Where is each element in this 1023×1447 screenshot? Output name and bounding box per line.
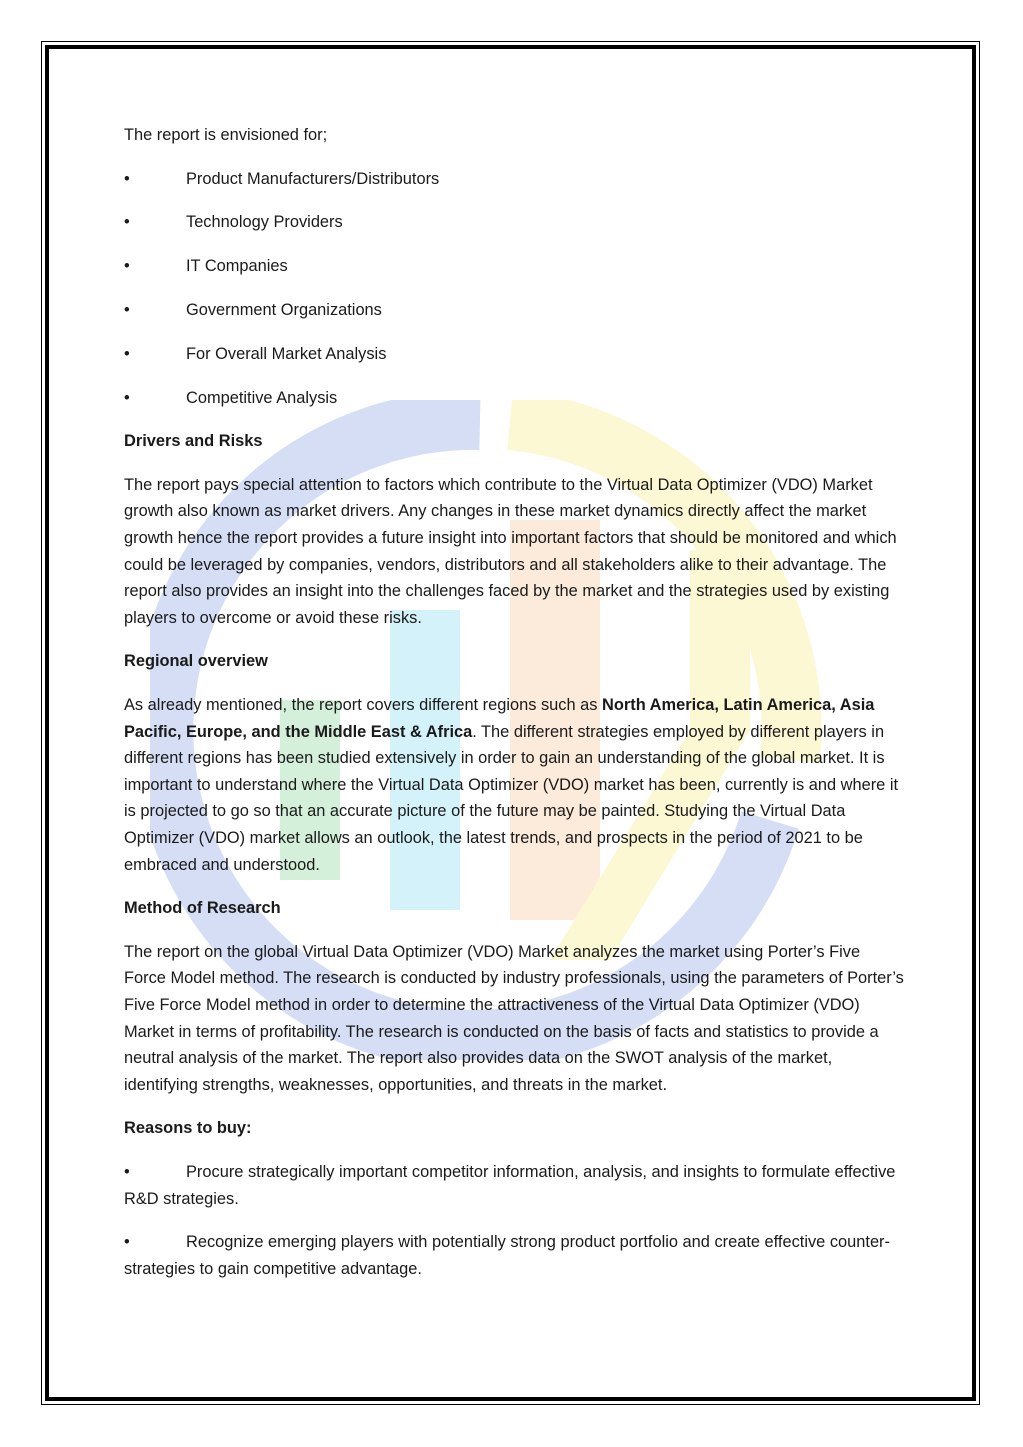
bullet: • xyxy=(124,1233,130,1252)
method-paragraph: The report on the global Virtual Data Optimizer (VDO) Market analyzes the market using Porter’s Five Force Model method. The research is conducted by industry professionals, using the parameters of Porter’s Five Force Model method in order to determine the attractiveness of the Virtual Data Optimizer (VDO) Market in terms of profitability. The research is conducted on the basis of facts and statistics to provide a neutral analysis of the market. The report also provides data on the SWOT analysis of the market, identifying strengths, weaknesses, opportunities, and threats in the market. xyxy=(124,942,904,1094)
regional-paragraph: As already mentioned, the report covers different regions such as North America, Latin America, Asia Pacific, Europe, and the Middle East & Africa. The different strategies employed by different players in different regions has been studied extensively in order to gain an understanding of the global market. It is important to understand where the Virtual Data Optimizer (VDO) market has been, currently is and where it is projected to go so that an accurate picture of the future may be painted. Studying the Virtual Data Optimizer (VDO) market allows an outlook, the latest trends, and prospects in the period of 2021 to be embraced and understood. xyxy=(124,696,899,874)
drivers-heading: Drivers and Risks xyxy=(124,432,263,451)
list-item: • Competitive Analysis xyxy=(124,385,904,412)
bullet: • xyxy=(124,344,130,363)
bullet: • xyxy=(124,257,130,276)
bullet: • xyxy=(124,213,130,232)
bullet: • xyxy=(124,1162,130,1181)
reasons-heading: Reasons to buy: xyxy=(124,1119,252,1138)
method-heading: Method of Research xyxy=(124,899,281,918)
audience-list xyxy=(124,166,904,412)
list-item: • Government Organizations xyxy=(124,297,904,324)
intro-text: The report is envisioned for; xyxy=(124,126,328,144)
list-item: • Technology Providers xyxy=(124,209,904,236)
list-item: • Product Manufacturers/Distributors xyxy=(124,166,904,193)
regions-list: North America, Latin America, Asia Pacific, Europe, and the Middle East & Africa xyxy=(124,696,875,741)
reason-item: • Recognize emerging players with potentially strong product portfolio and create effective counter-strategies to gain competitive advantage. xyxy=(124,1229,904,1282)
reason-item: • Procure strategically important competitor information, analysis, and insights to formulate effective R&D strategies. xyxy=(124,1159,904,1212)
list-item: • For Overall Market Analysis xyxy=(124,341,904,368)
regional-heading: Regional overview xyxy=(124,652,268,671)
bullet: • xyxy=(124,169,130,188)
bullet: • xyxy=(124,388,130,407)
document-body xyxy=(124,122,904,1299)
bullet: • xyxy=(124,300,130,319)
drivers-paragraph: The report pays special attention to factors which contribute to the Virtual Data Optimizer (VDO) Market growth also known as market drivers. Any changes in these market dynamics directly affect the market growth hence the report provides a future insight into important factors that should be monitored and which could be leveraged by companies, vendors, distributors and all stakeholders alike to their advantage. The report also provides an insight into the challenges faced by the market and the strategies used by existing players to overcome or avoid these risks. xyxy=(124,475,897,627)
list-item: • IT Companies xyxy=(124,253,904,280)
